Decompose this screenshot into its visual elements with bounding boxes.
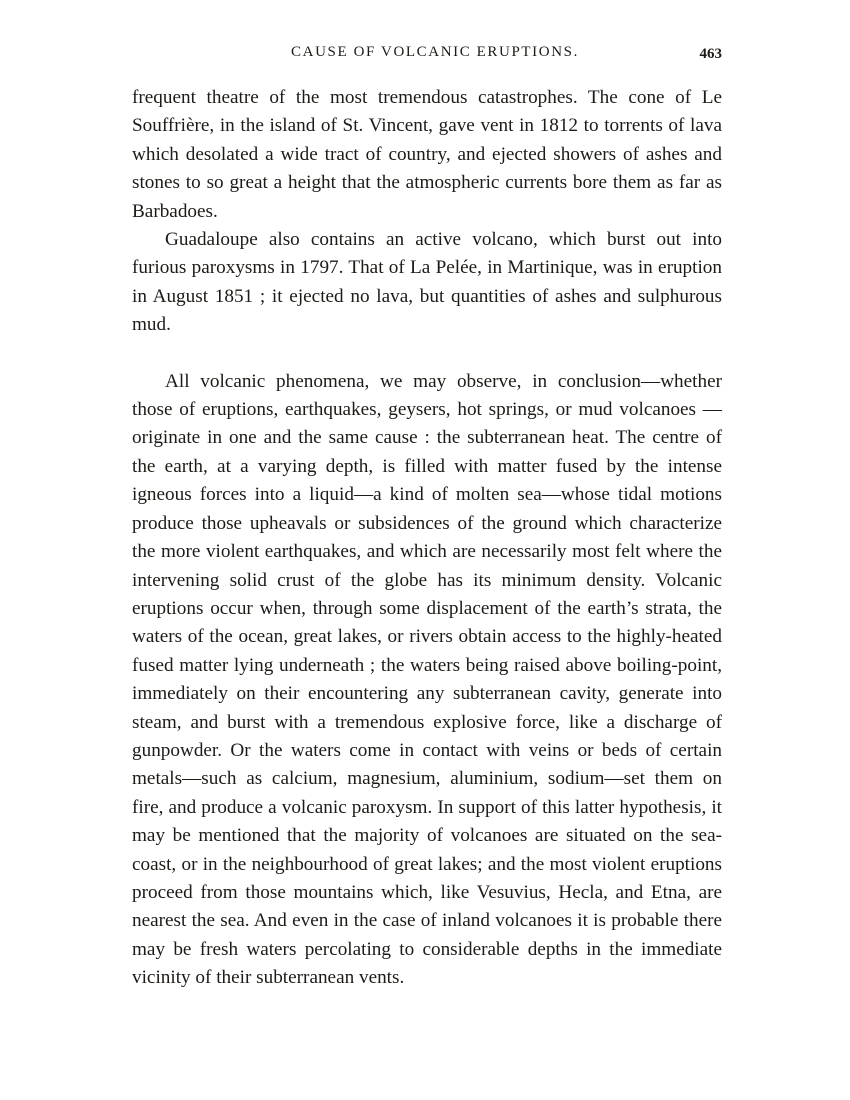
body-text xyxy=(132,84,722,993)
paragraph-volcanic-phenomena: All volcanic phenomena, we may observe, in conclusion—whether those of eruptions, earthquakes, geysers, hot springs, or mud volcanoes —originate in one and the same cause : the subterranean heat. The centre of the earth, at a varying depth, is filled with matter fused by the intense igneous forces into a liquid—a kind of molten sea—whose tidal motions produce those upheavals or subsidences of the ground which characterize the more violent earthquakes, and which are necessarily most felt where the intervening solid crust of the globe has its minimum density. Volcanic eruptions occur when, through some displacement of the earth’s strata, the waters of the ocean, great lakes, or rivers obtain access to the highly-heated fused matter lying underneath ; the waters being raised above boiling-point, immediately on their encountering any subterranean cavity, generate into steam, and burst with a tremendous explosive force, like a discharge of gunpowder. Or the waters come in contact with veins or beds of certain metals—such as calcium, magnesium, aluminium, sodium—set them on fire, and produce a volcanic paroxysm. In support of this latter hypothesis, it may be mentioned that the majority of volcanoes are situated on the sea-coast, or in the neighbourhood of great lakes; and the most violent eruptions proceed from those mountains which, like Vesuvius, Hecla, and Etna, are nearest the sea. And even in the case of inland volcanoes it is probable there may be fresh waters percolating to considerable depths in the immediate vicinity of their subterranean vents. xyxy=(132,370,722,989)
running-head xyxy=(0,44,850,68)
paragraph-continued: frequent theatre of the most tremendous catastrophes. The cone of Le Souffrière, in the island of St. Vincent, gave vent in 1812 to torrents of lava which desolated a wide tract of country, and ejected showers of ashes and stones to so great a height that the atmospheric currents bore them as far as Barbadoes. xyxy=(132,87,722,222)
page-number: 463 xyxy=(699,46,722,62)
running-title: CAUSE OF VOLCANIC ERUPTIONS. xyxy=(291,44,579,60)
paragraph-guadaloupe: Guadaloupe also contains an active volcano, which burst out into furious paroxysms in 1797. That of La Pelée, in Martinique, was in eruption in August 1851 ; it ejected no lava, but quantities of ashes and sulphurous mud. xyxy=(132,229,722,336)
